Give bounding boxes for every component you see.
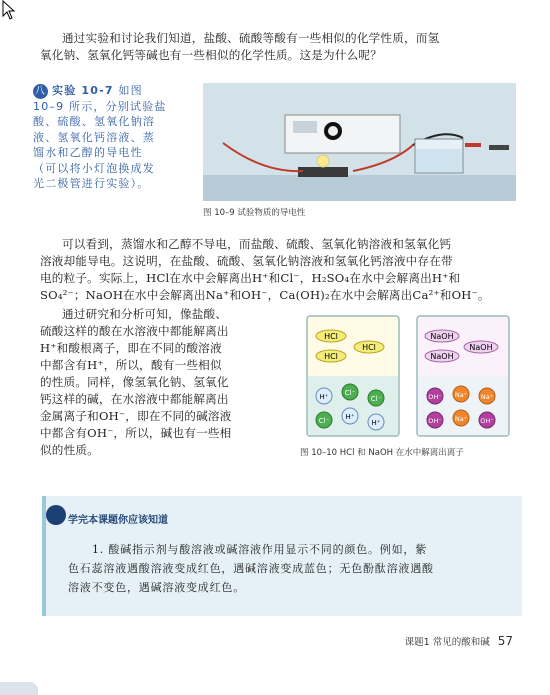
para3-line: 通过研究和分析可知，像盐酸、 (62, 307, 228, 321)
experiment-title: 实验 10-7 (52, 84, 114, 97)
para3-line: 的性质。同样，像氢氧化钠、氢氧化 (40, 375, 229, 389)
figure-10-caption: 图 10–10 HCl 和 NaOH 在水中解离出离子 (300, 448, 464, 458)
page-number: 57 (497, 634, 513, 648)
ion (479, 388, 495, 404)
para2-line-3: 电的粒子。实际上，HCl在水中会解离出H⁺和Cl⁻，H₂SO₄在水中会解离出H⁺和 (40, 271, 461, 285)
para2-line-4: SO₄²⁻；NaOH在水中会解离出Na⁺和OH⁻，Ca(OH)₂在水中会解离出Ca²⁺和OH⁻。 (40, 288, 490, 302)
molecule-label: NaOH (430, 352, 454, 361)
naoh-molecule (464, 341, 498, 353)
molecule-label: HCl (362, 343, 376, 352)
para3-line: H⁺和酸根离子，即在不同的酸溶液 (40, 341, 222, 355)
learning-heading: 学完本课题你应该知道 (68, 515, 168, 526)
ion (427, 412, 443, 428)
ion (368, 390, 384, 406)
collapse-tab[interactable] (0, 682, 38, 695)
para3-line: 中都含有OH⁻，所以，碱也有一些相 (40, 426, 232, 440)
ion (316, 412, 332, 428)
ion (427, 388, 443, 404)
naoh-molecule (425, 330, 459, 342)
page-footer (405, 634, 513, 648)
conductivity-apparatus-photo (203, 83, 516, 201)
hcl-molecule (354, 341, 384, 353)
mouse-pointer-icon (2, 0, 18, 20)
ion (479, 412, 495, 428)
naoh-molecule (425, 350, 459, 362)
learning-text (68, 540, 516, 597)
ion-label: H⁺ (371, 419, 381, 427)
ion-label: OH⁻ (428, 393, 442, 401)
experiment-line: 酸、硫酸、氢氧化钠溶 (33, 115, 155, 128)
ion-dissociation-diagram (299, 314, 520, 441)
para3-line: 钙这样的碱，在水溶液中都能解离出 (40, 392, 229, 406)
ion-label: H⁺ (319, 393, 329, 401)
experiment-line: 如图 (118, 84, 143, 97)
experiment-line: 液、氢氧化钙溶液、蒸 (33, 130, 155, 144)
para3-line: 中都含有H⁺，所以，酸有一些相似 (40, 358, 222, 372)
para2-line-2: 溶液却能导电。这说明，在盐酸、硫酸、氢氧化钠溶液和氢氧化钙溶液中存在带 (40, 254, 453, 268)
ion-label: Cl⁻ (370, 395, 382, 403)
molecule-label: HCl (324, 332, 338, 341)
experiment-badge: 八 (34, 85, 47, 97)
ion-label: H⁺ (345, 413, 355, 421)
learning-line: 溶液不变色，遇碱溶液变成红色。 (68, 581, 245, 594)
experiment-line: 光二极管进行实验）。 (33, 177, 150, 190)
intro-line-2: 氧化钠、氢氧化钙等碱也有一些相似的化学性质。这是为什么呢？ (40, 48, 383, 62)
intro-line-1: 通过实验和讨论我们知道，盐酸、硫酸等酸有一些相似的化学性质，而氢 (62, 31, 440, 45)
ion-label: Cl⁻ (344, 389, 356, 397)
ion (453, 386, 469, 402)
ion-label: Cl⁻ (318, 417, 330, 425)
ion-label: Na⁺ (454, 391, 468, 399)
para3-line: 金属离子和OH⁻，即在不同的碱溶液 (40, 409, 232, 423)
learning-line: 1. 酸碱指示剂与酸溶液或碱溶液作用显示不同的颜色。例如，紫 (92, 543, 427, 556)
para2-line-1: 可以看到，蒸馏水和乙醇不导电，而盐酸、硫酸、氢氧化钠溶液和氢氧化钙 (62, 237, 452, 251)
ion (342, 384, 358, 400)
book-icon (46, 505, 66, 525)
experiment-line: （可以将小灯泡换成发 (33, 161, 155, 175)
experiment-box (33, 83, 195, 203)
lesson-label: 课题1 常见的酸和碱 (404, 637, 490, 648)
ion (368, 414, 384, 430)
learning-line: 色石蕊溶液遇酸溶液变成红色，遇碱溶液变成蓝色；无色酚酞溶液遇酸 (68, 562, 434, 575)
experiment-line: 10–9 所示，分别试验盐 (33, 99, 167, 113)
molecule-label: NaOH (469, 343, 493, 352)
ion (316, 388, 332, 404)
para3-line: 似的性质。 (40, 443, 99, 457)
ion-label: OH⁻ (480, 417, 494, 425)
para3-line: 硫酸这样的酸在水溶液中都能解离出 (40, 324, 229, 338)
molecule-label: HCl (324, 352, 338, 361)
ion-label: OH⁻ (428, 417, 442, 425)
ion-label: Na⁺ (480, 393, 494, 401)
learning-summary-panel (42, 496, 522, 616)
ion-label: Na⁺ (454, 415, 468, 423)
figure-9-caption: 图 10–9 试验物质的导电性 (203, 208, 306, 218)
hcl-molecule (316, 330, 346, 342)
ion (453, 410, 469, 426)
hcl-molecule (316, 350, 346, 362)
experiment-line: 馏水和乙醇的导电性 (33, 146, 143, 159)
molecule-label: NaOH (430, 332, 454, 341)
ion (342, 408, 358, 424)
